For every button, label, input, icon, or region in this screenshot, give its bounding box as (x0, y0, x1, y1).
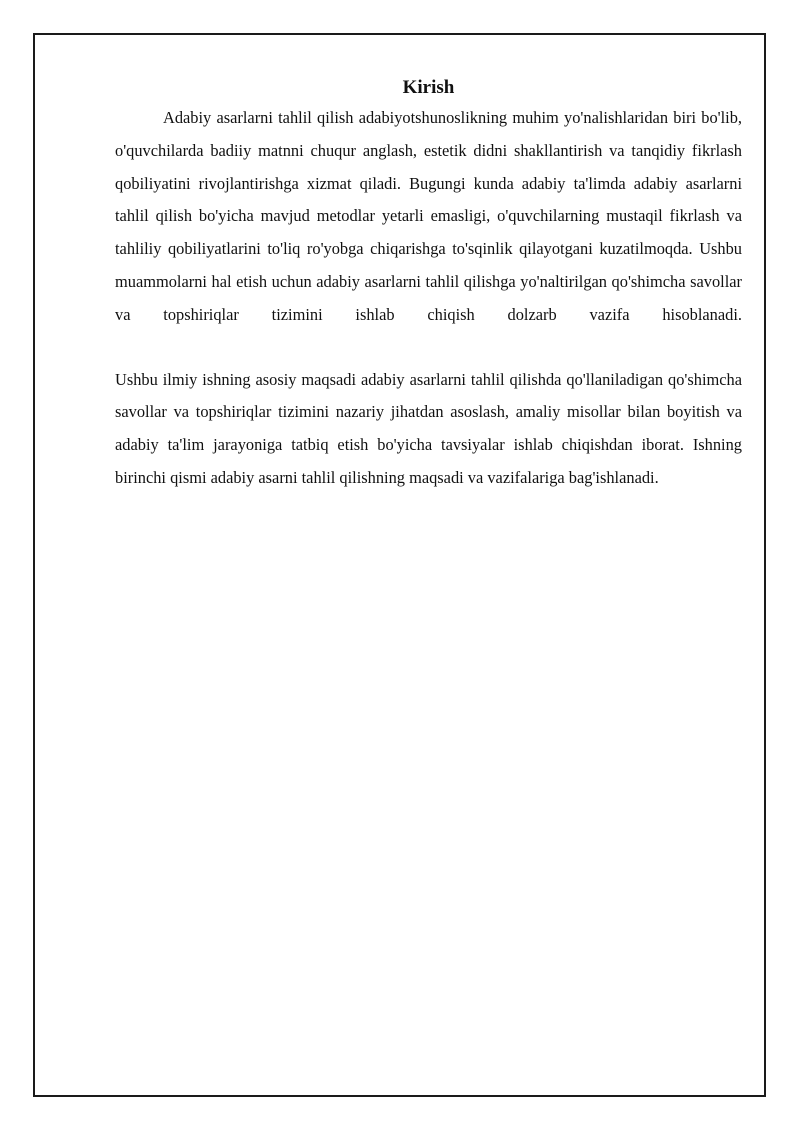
aim-paragraph: Ushbu ilmiy ishning asosiy maqsadi adabiy asarlarni tahlil qilishda qo'llaniladigan qo'shimcha savollar va topshiriqlar tizimini nazariy jihatdan asoslash, amaliy misollar bilan boyitish va adabiy ta'lim jarayoniga tatbiq etish bo'yicha tavsiyalar ishlab chiqishdan iborat. Ishning birinchi qismi adabiy asarni tahlil qilishning maqsadi va vazifalariga bag'ishlanadi. (115, 369, 742, 487)
document-body (115, 74, 742, 495)
intro-paragraph: Adabiy asarlarni tahlil qilish adabiyotshunoslikning muhim yo'nalishlaridan biri bo'lib, o'quvchilarda badiiy matnni chuqur anglash, estetik didni shakllantirish va tanqidiy fikrlash qobiliyatini rivojlantirishga xizmat qiladi. Bugungi kunda adabiy ta'limda adabiy asarlarni tahlil qilish bo'yicha mavjud metodlar yetarli emasligi, o'quvchilarning mustaqil fikrlash va tahliliy qobiliyatlarini to'liq ro'yobga chiqarishga to'sqinlik qilayotgani kuzatilmoqda. Ushbu muammolarni hal etish uchun adabiy asarlarni tahlil qilishga yo'naltirilgan qo'shimcha savollar va topshiriqlar tizimini ishlab chiqish dolzarb vazifa hisoblanadi. (115, 108, 742, 324)
section-heading: Kirish (402, 77, 455, 98)
